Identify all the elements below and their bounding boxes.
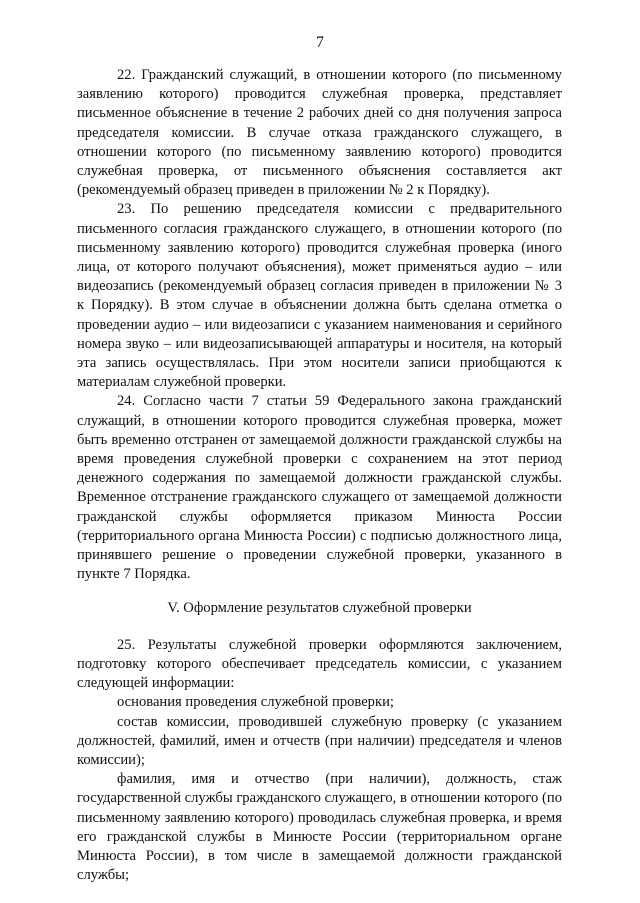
list-item: фамилия, имя и отчество (при наличии), должность, стаж государственной службы гражданского служащего, в отношении которого (по письменному заявлению которого) проводилась служебная проверка, и время его гражданской службы в Минюсте России (территориальном органе Минюста России), в том числе в замещаемой должности гражданской службы; [77, 771, 562, 884]
paragraph-22: 22. Гражданский служащий, в отношении которого (по письменному заявлению которого) проводится служебная проверка, представляет письменное объяснение в течение 2 рабочих дней со дня получения запроса председателя комиссии. В случае отказа гражданского служащего, в отношении которого (по письменному заявлению которого) проводится служебная проверка, от письменного объяснения составляется акт (рекомендуемый образец приведен в приложении № 2 к Порядку). [77, 67, 562, 199]
page-number: 7 [316, 34, 324, 51]
document-body [77, 66, 562, 885]
paragraph-24: 24. Согласно части 7 статьи 59 Федерального закона гражданский служащий, в отношении которого проводится служебная проверка, может быть временно отстранен от замещаемой должности гражданской службы на время проведения служебной проверки с сохранением на этот период денежного содержания по замещаемой должности гражданской службы. Временное отстранение гражданского служащего от замещаемой должности гражданской службы оформляется приказом Минюста России (территориального органа Минюста России) с подписью должностного лица, принявшего решение о проведении служебной проверки, указанного в пункте 7 Порядка. [77, 393, 562, 583]
list-item: состав комиссии, проводившей служебную проверку (с указанием должностей, фамилий, имен и отчеств (при наличии) председателя и членов комиссии); [77, 713, 562, 768]
paragraph-25: 25. Результаты служебной проверки оформляются заключением, подготовку которого обеспечивает председатель комиссии, с указанием следующей информации: [77, 636, 562, 692]
section-heading: V. Оформление результатов служебной проверки [167, 600, 472, 617]
paragraph-23: 23. По решению председателя комиссии с предварительного письменного согласия гражданского служащего, в отношении которого (по письменному заявлению которого) проводится служебная проверка (иного лица, от которого получают объяснения), может применяться аудио – или видеозапись (рекомендуемый образец согласия приведен в приложении № 3 к Порядку). В этом случае в объяснении должна быть сделана отметка о проведении аудио – или видеозаписи с указанием наименования и серийного номера звуко – или видеозаписывающей аппаратуры и носителя, на который эта запись осуществлялась. При этом носители записи приобщаются к материалам служебной проверки. [77, 201, 562, 391]
list-item: основания проведения служебной проверки; [117, 694, 394, 711]
